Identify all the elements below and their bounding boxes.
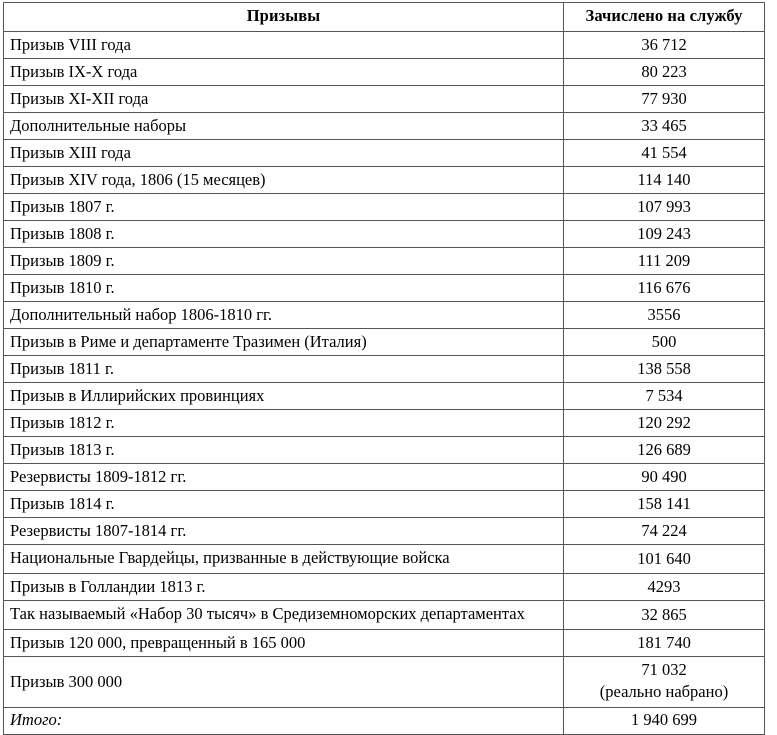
table-body xyxy=(4,32,765,735)
cell-label: Призыв в Иллирийских провинциях xyxy=(4,383,564,410)
cell-label: Призыв XI-XII года xyxy=(4,86,564,113)
cell-value: 181 740 xyxy=(564,630,765,657)
cell-value: 3556 xyxy=(564,302,765,329)
cell-value: 101 640 xyxy=(564,545,765,574)
column-header-label: Призывы xyxy=(4,3,564,32)
cell-value: 107 993 xyxy=(564,194,765,221)
table-row xyxy=(4,574,765,601)
table-row xyxy=(4,383,765,410)
table-row xyxy=(4,32,765,59)
cell-value: 4293 xyxy=(564,574,765,601)
cell-value: 500 xyxy=(564,329,765,356)
table-header xyxy=(4,3,765,32)
cell-label: Призыв 1812 г. xyxy=(4,410,564,437)
cell-label: Призыв 1807 г. xyxy=(4,194,564,221)
cell-value: 116 676 xyxy=(564,275,765,302)
table-row xyxy=(4,86,765,113)
cell-value: 111 209 xyxy=(564,248,765,275)
cell-label: Призыв в Риме и департаменте Тразимен (Италия) xyxy=(4,329,564,356)
cell-label: Призыв 1808 г. xyxy=(4,221,564,248)
cell-label: Призыв XIII года xyxy=(4,140,564,167)
table-row xyxy=(4,410,765,437)
table-row xyxy=(4,248,765,275)
cell-label: Призыв VIII года xyxy=(4,32,564,59)
table-row xyxy=(4,113,765,140)
table-row xyxy=(4,194,765,221)
cell-label: Резервисты 1809-1812 гг. xyxy=(4,464,564,491)
table-row xyxy=(4,601,765,630)
table-row xyxy=(4,630,765,657)
cell-value xyxy=(564,657,765,708)
column-header-value: Зачислено на службу xyxy=(564,3,765,32)
total-label: Итого: xyxy=(4,707,564,734)
cell-label: Призыв IX-X года xyxy=(4,59,564,86)
cell-label: Призыв в Голландии 1813 г. xyxy=(4,574,564,601)
table-row xyxy=(4,464,765,491)
cell-label: Призыв 1814 г. xyxy=(4,491,564,518)
cell-value: 158 141 xyxy=(564,491,765,518)
table-header-row xyxy=(4,3,765,32)
table-row xyxy=(4,491,765,518)
table-row xyxy=(4,356,765,383)
cell-label: Дополнительный набор 1806-1810 гг. xyxy=(4,302,564,329)
table-row xyxy=(4,59,765,86)
table-row xyxy=(4,302,765,329)
table-row xyxy=(4,140,765,167)
cell-value: 74 224 xyxy=(564,518,765,545)
table-row xyxy=(4,275,765,302)
table-row xyxy=(4,545,765,574)
cell-value: 36 712 xyxy=(564,32,765,59)
cell-value: 138 558 xyxy=(564,356,765,383)
cell-label: Призыв 1811 г. xyxy=(4,356,564,383)
cell-value: 114 140 xyxy=(564,167,765,194)
cell-label: Призыв 1809 г. xyxy=(4,248,564,275)
cell-label: Так называемый «Набор 30 тысяч» в Средиземноморских департаментах xyxy=(4,601,564,630)
table-row xyxy=(4,437,765,464)
cell-value-number: 71 032 xyxy=(641,660,687,679)
cell-value: 41 554 xyxy=(564,140,765,167)
cell-label: Национальные Гвардейцы, призванные в действующие войска xyxy=(4,545,564,574)
cell-label: Дополнительные наборы xyxy=(4,113,564,140)
cell-label: Призыв 120 000, превращенный в 165 000 xyxy=(4,630,564,657)
table-row xyxy=(4,167,765,194)
cell-value: 109 243 xyxy=(564,221,765,248)
cell-value: 126 689 xyxy=(564,437,765,464)
cell-value: 32 865 xyxy=(564,601,765,630)
cell-label: Призыв 1813 г. xyxy=(4,437,564,464)
table-row xyxy=(4,657,765,708)
cell-label: Резервисты 1807-1814 гг. xyxy=(4,518,564,545)
cell-value-note: (реально набрано) xyxy=(599,682,729,702)
cell-value: 90 490 xyxy=(564,464,765,491)
cell-value: 80 223 xyxy=(564,59,765,86)
cell-label: Призыв 300 000 xyxy=(4,657,564,708)
cell-value: 120 292 xyxy=(564,410,765,437)
table-row xyxy=(4,329,765,356)
cell-value: 7 534 xyxy=(564,383,765,410)
conscription-table xyxy=(3,2,765,735)
table-row xyxy=(4,221,765,248)
table-row xyxy=(4,518,765,545)
cell-value: 77 930 xyxy=(564,86,765,113)
cell-label: Призыв 1810 г. xyxy=(4,275,564,302)
total-value: 1 940 699 xyxy=(564,707,765,734)
cell-label: Призыв XIV года, 1806 (15 месяцев) xyxy=(4,167,564,194)
cell-value: 33 465 xyxy=(564,113,765,140)
